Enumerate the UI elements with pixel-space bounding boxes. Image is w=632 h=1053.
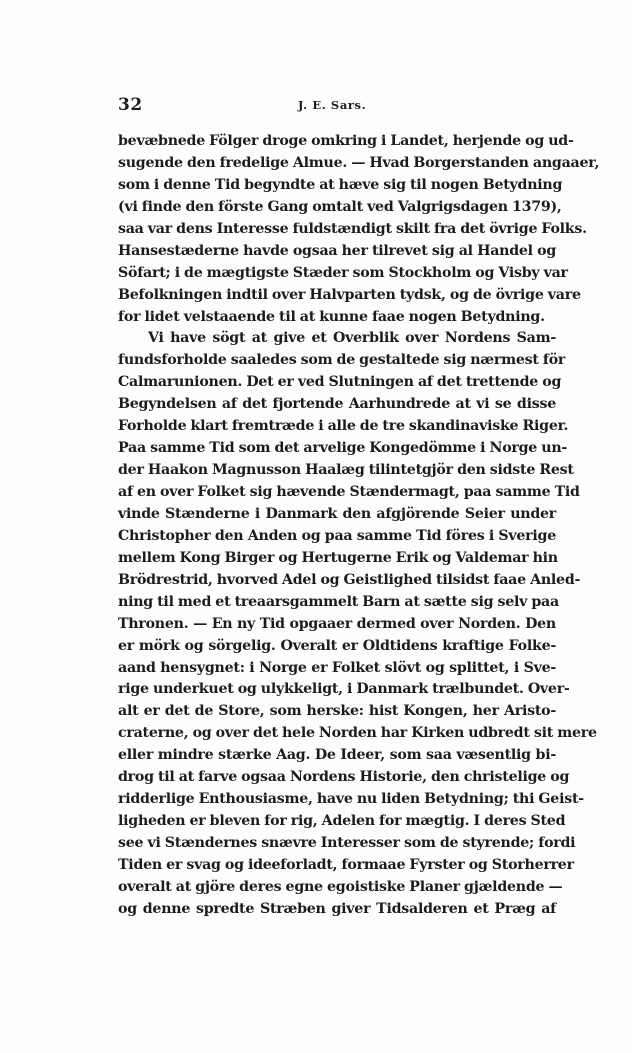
text-line: der Haakon Magnusson Haalæg tilintetgjör den sidste Rest [118, 462, 574, 479]
text-line: (vi finde den förste Gang omtalt ved Valgrigsdagen 1379), [118, 198, 562, 215]
text-line: Brödrestrid, hvorved Adel og Geistlighed tilsidst faae Anled- [118, 571, 581, 588]
text-line: som i denne Tid begyndte at hæve sig til nogen Betydning [118, 176, 563, 193]
text-line: Paa samme Tid som det arvelige Kongedömme i Norge un- [118, 440, 568, 457]
text-line: mellem Kong Birger og Hertugerne Erik og Valdemar hin [118, 549, 558, 566]
text-line: sugende den fredelige Almue. — Hvad Borgerstanden angaaer, [118, 154, 600, 171]
text-line: craterne, og over det hele Norden har Kirken udbredt sit mere [118, 725, 597, 742]
text-line: vinde Stænderne i Danmark den afgjörende Seier under [118, 505, 556, 522]
text-line: Tiden er svag og ideeforladt, formaae Fyrster og Storherrer [118, 856, 574, 873]
body-text [118, 131, 600, 921]
text-line: ligheden er bleven for rig, Adelen for mægtig. I deres Sted [118, 813, 566, 830]
text-line: drog til at farve ogsaa Nordens Historie, den christelige og [118, 769, 570, 786]
running-head: J. E. Sars. [298, 98, 367, 112]
text-line: og denne spredte Stræben giver Tidsalderen et Præg af [118, 900, 556, 917]
text-line: alt er det de Store, som herske: hist Kongen, her Aristo- [118, 703, 556, 720]
text-line: Christopher den Anden og paa samme Tid föres i Sverige [118, 527, 556, 544]
page-number: 32 [118, 95, 143, 115]
text-line: er mörk og sörgelig. Overalt er Oldtidens kraftige Folke- [118, 637, 556, 654]
text-line: ning til med et treaarsgammelt Barn at sætte sig selv paa [118, 593, 559, 610]
paragraph-end-line: for lidet velstaaende til at kunne faae nogen Betydning. [118, 308, 545, 325]
text-line: Begyndelsen af det fjortende Aarhundrede at vi se disse [118, 396, 556, 413]
text-line: overalt at gjöre deres egne egoistiske Planer gjældende — [118, 878, 563, 895]
text-line: eller mindre stærke Aag. De Ideer, som saa væsentlig bi- [118, 747, 556, 764]
text-line: rige underkuet og ulykkeligt, i Danmark trælbundet. Over- [118, 681, 570, 698]
text-line: af en over Folket sig hævende Stændermagt, paa samme Tid [118, 484, 580, 500]
text-line: see vi Stændernes snævre Interesser som de styrende; fordi [118, 835, 576, 851]
text-line: Hansestæderne havde ogsaa her tilrevet sig al Handel og [118, 242, 556, 259]
text-line: Thronen. — En ny Tid opgaaer dermed over Norden. Den [118, 615, 556, 632]
text-line: bevæbnede Fölger droge omkring i Landet, herjende og ud- [118, 133, 574, 149]
page-header [118, 95, 556, 117]
text-line: aand hensygnet: i Norge er Folket slövt og splittet, i Sve- [118, 659, 556, 676]
text-line: ridderlige Enthousiasme, have nu liden Betydning; thi Geist- [118, 791, 584, 808]
paragraph-start-line: Vi have sögt at give et Overblik over Nordens Sam- [148, 330, 556, 347]
text-line: Befolkningen indtil over Halvparten tydsk, og de övrige vare [118, 286, 581, 303]
text-line: Calmarunionen. Det er ved Slutningen af det trettende og [118, 374, 562, 391]
text-line: saa var dens Interesse fuldstændigt skilt fra det övrige Folks. [118, 220, 587, 237]
text-line: Söfart; i de mægtigste Stæder som Stockholm og Visby var [118, 264, 568, 281]
text-line: Forholde klart fremtræde i alle de tre skandinaviske Riger. [118, 418, 569, 435]
text-line: fundsforholde saaledes som de gestaltede sig nærmest för [118, 352, 566, 369]
